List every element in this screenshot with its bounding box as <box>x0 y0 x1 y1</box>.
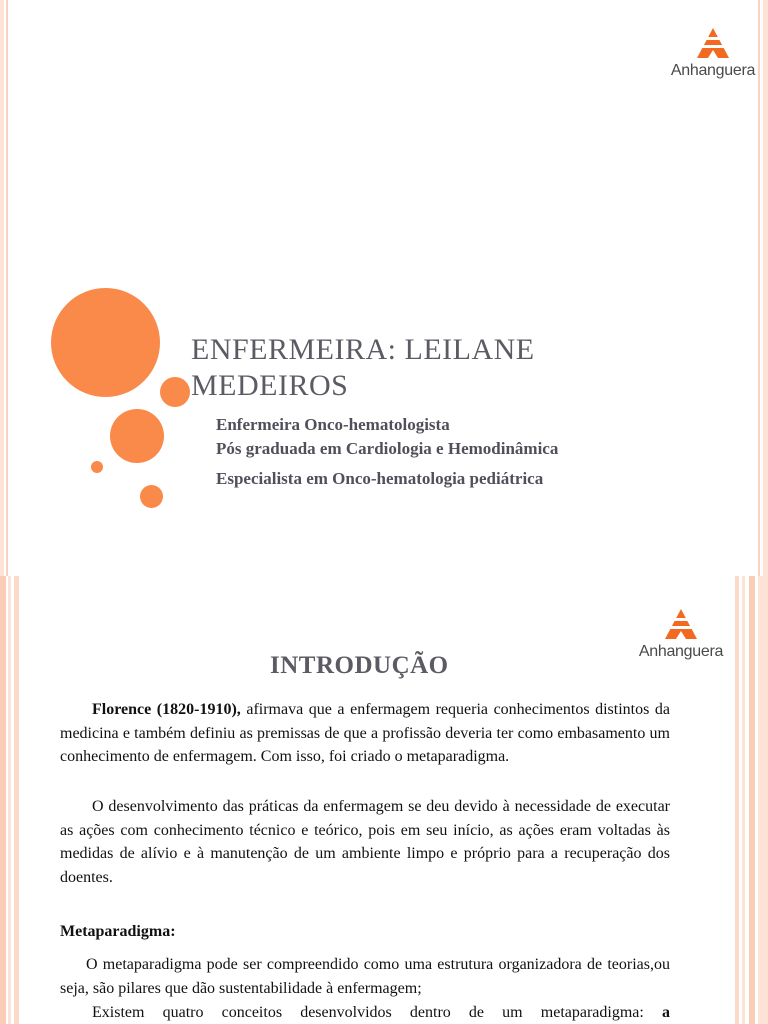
subtitle-1: Enfermeira Onco-hematologista <box>216 415 450 434</box>
logo-text: Anhanguera <box>638 643 724 660</box>
decor-circle-medium <box>110 409 164 463</box>
anhanguera-logo-icon <box>665 609 697 639</box>
anhanguera-logo-icon <box>697 28 729 58</box>
florence-text: afirmava que a enfermagem requeria conhecimentos distintos da medicina e também definiu as premissas de que a profissão deveria ter como embasamento um conhecimento de enfermagem. Com isso, foi criado o metaparadigma. <box>60 701 670 765</box>
right-stripe <box>758 576 768 1024</box>
subtitle-3: Especialista em Onco-hematologia pediátrica <box>216 469 544 488</box>
subtitle-2: Pós graduada em Cardiologia e Hemodinâmica <box>216 439 559 458</box>
concepts-text: Existem quatro conceitos desenvolvidos dentro de um metaparadigma: <box>92 1004 644 1021</box>
concepts-bold: a <box>662 1004 671 1021</box>
right-stripe-1 <box>749 576 755 1024</box>
decor-circle-small <box>160 377 190 407</box>
florence-bold: Florence (1820-1910), <box>92 701 241 718</box>
logo-text: Anhanguera <box>670 62 756 79</box>
decor-circle-small-2 <box>140 485 163 508</box>
intro-title: INTRODUÇÃO <box>270 652 449 679</box>
anhanguera-logo <box>668 28 758 88</box>
left-stripe-thin <box>6 0 8 576</box>
paragraph-development: O desenvolvimento das práticas da enfermagem se deu devido à necessidade de executar as ações com conhecimento técnico e teórico, pois em seu início, as ações eram voltadas às medidas de alívio e à manutenção de um ambiente limpo e próprio para a recuperação dos doentes. <box>60 798 670 886</box>
anhanguera-logo <box>636 609 726 669</box>
decor-circle-large <box>51 288 160 397</box>
right-stripe <box>763 0 768 576</box>
left-stripe <box>0 576 6 1024</box>
right-stripe-thin <box>758 0 760 576</box>
paragraph-concepts <box>92 1004 670 1022</box>
slide-title <box>191 332 711 404</box>
decor-circle-tiny <box>91 461 103 473</box>
paragraph-florence <box>60 698 670 769</box>
title-line-1: ENFERMEIRA: LEILANE <box>191 333 535 366</box>
paragraph-metaparadigm: O metaparadigma pode ser compreendido como uma estrutura organizadora de teorias,ou seja, são pilares que dão sustentabilidade à enfermagem; <box>60 956 670 997</box>
introduction-slide <box>0 576 768 1024</box>
left-stripe-2 <box>8 576 11 1024</box>
right-stripe-2 <box>742 576 745 1024</box>
title-line-2: MEDEIROS <box>191 369 349 402</box>
right-stripe-3 <box>735 576 739 1024</box>
metaparadigm-heading: Metaparadigma: <box>60 923 176 940</box>
left-stripe <box>0 0 4 576</box>
left-stripe-3 <box>14 576 19 1024</box>
